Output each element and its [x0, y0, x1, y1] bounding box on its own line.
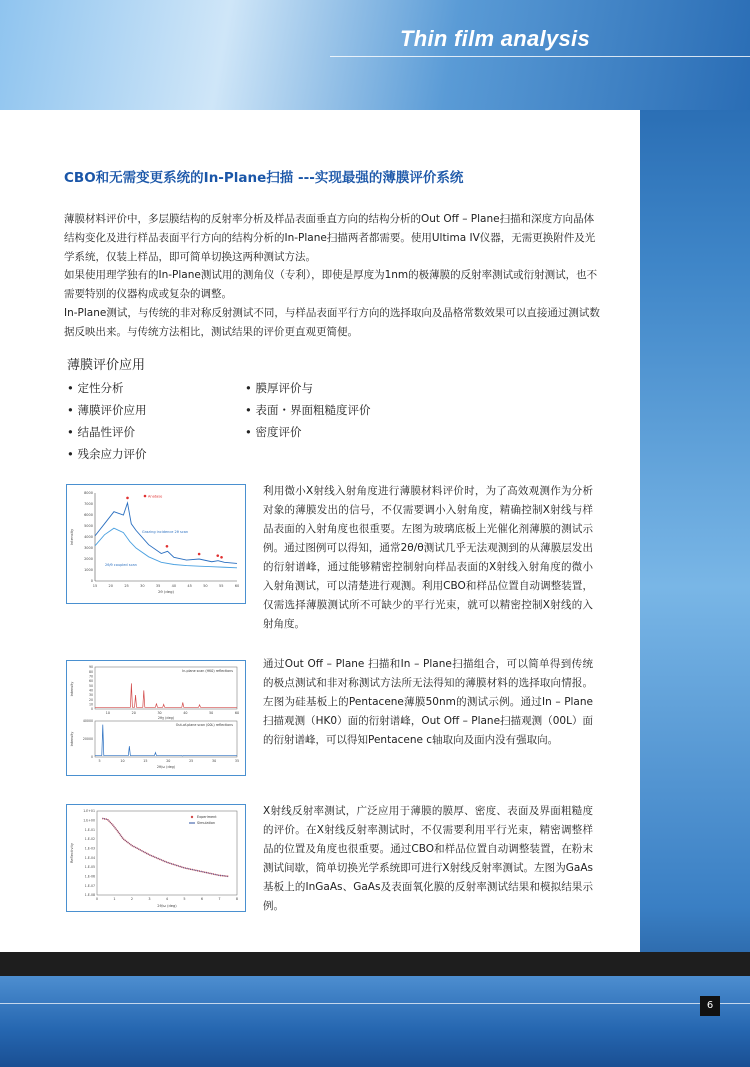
- x-axis-label: 2θ (deg): [157, 589, 175, 594]
- peak-marker: [126, 497, 129, 500]
- series-line: [95, 683, 237, 707]
- y-tick-label: 1.E-03: [84, 846, 95, 851]
- chart-anatase-svg: [67, 485, 244, 602]
- x-tick-label: 30: [211, 759, 217, 763]
- annotation: 2θ/θ coupled scan: [105, 563, 137, 567]
- y-tick-label: 1.E-08: [84, 893, 95, 898]
- x-tick-label: 30: [157, 711, 162, 715]
- y-tick-label: 0: [90, 755, 93, 760]
- x-tick-label: 20: [131, 711, 136, 715]
- page-number: 6: [700, 996, 720, 1016]
- legend-label: Experiment: [197, 815, 217, 820]
- y-tick-label: 3000: [84, 546, 93, 551]
- legend-label: Anatase: [148, 494, 163, 499]
- y-tick-label: 1.E-04: [84, 855, 95, 860]
- y-tick-label: 90: [88, 665, 93, 670]
- footer-dark-band: [0, 952, 750, 976]
- header-title: Thin film analysis: [399, 26, 590, 51]
- y-tick-label: 1.E-01: [84, 827, 95, 832]
- series-line: [102, 818, 228, 876]
- y-tick-label: 1.E+00: [83, 818, 95, 823]
- x-tick-label: 1: [113, 897, 116, 901]
- y-tick-label: 40000: [82, 719, 93, 724]
- x-tick-label: 3: [148, 897, 151, 901]
- x-tick-label: 15: [143, 759, 148, 763]
- x-tick-label: 50: [203, 584, 208, 588]
- y-axis-label: Intensity: [70, 731, 74, 747]
- x-tick-label: 0: [95, 897, 99, 901]
- x-tick-label: 25: [189, 759, 194, 763]
- x-tick-label: 40: [171, 584, 177, 588]
- intro-paragraph-3: In-Plane测试，与传统的非对称反射测试不同，与样品表面平行方向的选择取向及晶格常数效果可以直接通过测试数据反映出来。与传统方法相比，测试结果的评价更直观更简便。: [64, 307, 600, 338]
- legend-marker: [191, 816, 193, 818]
- intro-paragraph-1: 薄膜材料评价中，多层膜结构的反射率分析及样品表面垂直方向的结构分析的Out Off – Plane扫描和深度方向晶体结构变化及进行样品表面平行方向的结构分析的In-Plane扫描两者都需要。使用Ultima IV仪器，无需更换附件及光学系统，仅装上样品，即可简单切换这两种测试方法。: [64, 213, 596, 263]
- application-item: • 密度评价: [245, 425, 302, 439]
- simulation-line: [102, 818, 228, 876]
- legend-marker: [144, 495, 147, 498]
- application-item: • 残余应力评价: [67, 447, 147, 461]
- x-tick-label: 55: [218, 584, 224, 588]
- x-tick-label: 8: [235, 897, 239, 901]
- peak-marker: [220, 556, 223, 559]
- x-tick-label: 7: [218, 897, 221, 901]
- legend-label: In-plane scan (HK0) reflections: [182, 669, 233, 673]
- chart-anatase: [66, 484, 246, 604]
- panel-frame: [95, 667, 237, 709]
- annotation: Grazing incidence 2θ scan: [142, 530, 189, 534]
- intro-paragraph-2: 如果使用理学独有的In-Plane测试用的测角仪（专利），即使是厚度为1nm的极薄膜的反射率测试或衍射测试，也不需要特别的仪器构成或复杂的调整。: [64, 269, 598, 300]
- y-tick-label: 70: [88, 674, 93, 679]
- y-tick-label: 8000: [84, 491, 93, 496]
- y-axis-label: Intensity: [70, 681, 74, 697]
- application-item: • 定性分析: [67, 381, 124, 395]
- y-tick-label: 1.E-07: [84, 883, 95, 888]
- chart-description-3: X射线反射率测试，广泛应用于薄膜的膜厚、密度、表面及界面粗糙度的评价。在X射线反射率测试时，不仅需要利用平行光束，精密调整样品的位置及角度也很重要。通过CBO和样品位置自动调整装置，在粉末测试间歇，简单切换光学系统即可进行X射线反射率测试。左图为GaAs基板上的InGaAs、GaAs及表面氧化膜的反射率测试结果和模拟结果示例。: [263, 805, 593, 912]
- x-tick-label: 60: [234, 711, 240, 715]
- x-tick-label: 30: [140, 584, 145, 588]
- applications-title: 薄膜评价应用: [67, 358, 146, 373]
- chart-reflectivity: [66, 804, 246, 912]
- series-line: [95, 528, 237, 568]
- x-axis-label-bottom: 2θ/ω (deg): [156, 765, 176, 769]
- chart-pentacene-svg: [67, 661, 244, 774]
- plot-frame: [97, 811, 237, 895]
- legend-label: Simulation: [197, 821, 216, 826]
- page-heading: CBO和无需变更系统的In-Plane扫描 ---实现最强的薄膜评价系统: [64, 170, 464, 186]
- y-tick-label: 1.E+01: [83, 809, 95, 814]
- y-tick-label: 20: [88, 697, 93, 702]
- y-tick-label: 7000: [84, 502, 93, 507]
- y-axis-label: Intensity: [69, 528, 74, 546]
- x-tick-label: 25: [124, 584, 129, 588]
- x-axis-label: 2θ/ω (deg): [157, 904, 177, 908]
- legend-label: Out-of-plane scan (00L) reflections: [175, 723, 233, 727]
- peak-marker: [166, 545, 169, 548]
- x-tick-label: 10: [120, 759, 125, 763]
- footer-band: [0, 976, 750, 1067]
- header-banner: [0, 0, 750, 110]
- x-tick-label: 5: [183, 897, 186, 901]
- y-tick-label: 40: [88, 688, 93, 693]
- y-tick-label: 50: [88, 683, 93, 688]
- x-tick-label: 2: [130, 897, 134, 901]
- chart-description-2: 通过Out Off – Plane 扫描和In – Plane扫描组合，可以简单得到传统的极点测试和非对称测试方法所无法得知的薄膜材料的选择取向情报。左图为硅基板上的Pentacene薄膜50nm的测试示例。通过In – Plane扫描观测（HK0）面的衍射谱峰，Out Off – Plane扫描观测（00L）面的衍射谱峰，可以得知Pentacene c轴取向及面内没有强取向。: [263, 658, 593, 746]
- y-tick-label: 10: [88, 702, 93, 707]
- x-tick-label: 10: [105, 711, 111, 715]
- x-tick-label: 50: [209, 711, 214, 715]
- peak-marker: [216, 554, 219, 557]
- y-tick-label: 6000: [84, 513, 93, 518]
- y-tick-label: 20000: [82, 737, 93, 742]
- x-tick-label: 60: [234, 584, 240, 588]
- application-item: • 结晶性评价: [67, 425, 135, 439]
- application-item: • 薄膜评价应用: [67, 403, 147, 417]
- x-tick-label: 4: [165, 897, 169, 901]
- y-tick-label: 80: [88, 669, 93, 674]
- footer-rule: [0, 1003, 750, 1004]
- x-tick-label: 6: [200, 897, 204, 901]
- chart-reflectivity-svg: [67, 805, 244, 910]
- x-tick-label: 20: [108, 584, 114, 588]
- x-tick-label: 40: [183, 711, 188, 715]
- peak-marker: [198, 553, 201, 556]
- y-tick-label: 1.E-06: [84, 874, 95, 879]
- y-tick-label: 5000: [84, 524, 93, 529]
- x-tick-label: 35: [234, 759, 240, 763]
- series-line: [95, 725, 237, 756]
- application-item: • 膜厚评价与: [245, 381, 313, 395]
- x-tick-label: 45: [187, 584, 192, 588]
- chart-description-1: 利用微小X射线入射角度进行薄膜材料评价时，为了高效观测作为分析对象的薄膜发出的信号，不仅需要调小入射角度，精确控制X射线与样品表面的入射角度也很重要。左图为玻璃底板上光催化剂薄膜的测试示例。通过图例可以得知，通常2θ/θ测试几乎无法观测到的从薄膜层发出的衍射谱峰，通过能够精密控制射向样品表面的X射线入射角度的微小入射角测试，可以清楚进行观测。利用CBO和样品位置自动调整装置，仅需选择薄膜测试所不可缺少的平行光束，就可以精密控制X射线的入射角度。: [263, 485, 593, 630]
- y-axis-label: Reflectivity: [70, 842, 74, 864]
- y-tick-label: 1.E-05: [84, 865, 95, 870]
- y-tick-label: 1.E-02: [84, 837, 95, 842]
- y-tick-label: 2000: [84, 557, 93, 562]
- chart-pentacene: [66, 660, 246, 776]
- y-tick-label: 1000: [84, 568, 93, 573]
- header-rule: [330, 56, 750, 57]
- x-tick-label: 15: [92, 584, 98, 588]
- x-axis-label-top: 2θχ (deg): [157, 716, 175, 720]
- y-tick-label: 0: [90, 579, 93, 584]
- x-tick-label: 35: [155, 584, 161, 588]
- y-tick-label: 4000: [84, 535, 93, 540]
- y-tick-label: 30: [88, 693, 93, 698]
- y-tick-label: 60: [88, 679, 93, 684]
- application-item: • 表面・界面粗糙度评价: [245, 403, 371, 417]
- x-tick-label: 5: [98, 759, 101, 763]
- x-tick-label: 20: [166, 759, 171, 763]
- y-tick-label: 0: [90, 707, 93, 712]
